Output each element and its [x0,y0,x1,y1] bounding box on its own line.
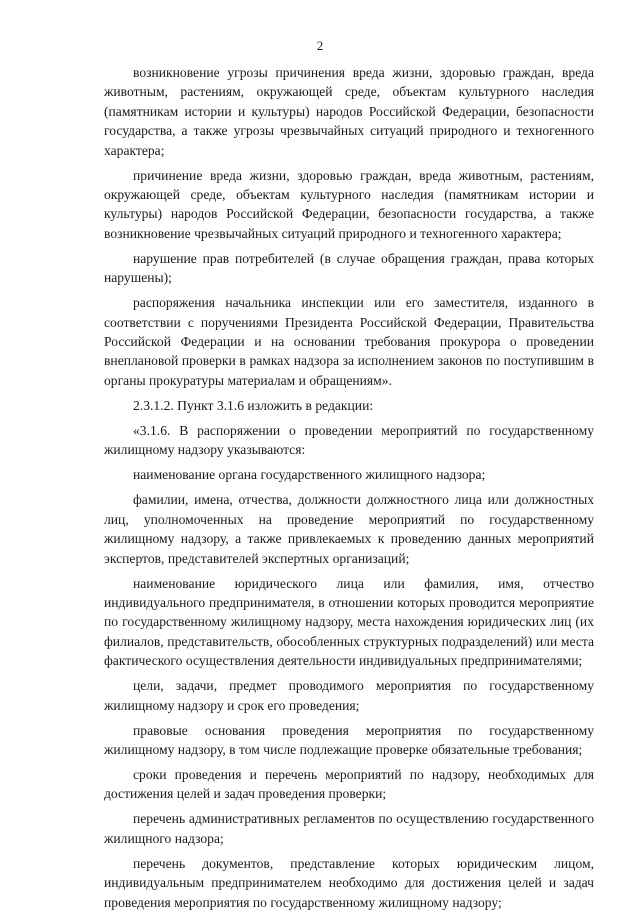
document-body [104,63,594,918]
paragraph-deadlines: сроки проведения и перечень мероприятий по надзору, необходимых для достижения целей и задач проведения проверки; [104,766,594,802]
paragraph-harm: причинение вреда жизни, здоровью граждан, вреда животным, растениям, окружающей среде, объектам культурного наследия (памятникам истории и культуры) народов Российской Федерации, безопасности государства, а также возникновение чрезвычайных ситуаций природного и техногенного характера; [104,167,594,241]
paragraph-goals: цели, задачи, предмет проводимого мероприятия по государственному жилищному надзору и срок его проведения; [104,678,594,713]
paragraph-authority-name: наименование органа государственного жилищного надзора; [133,467,486,483]
paragraph-legal-grounds: правовые основания проведения мероприятия по государственному жилищному надзору, в том числе подлежащие проверке обязательные требования; [104,722,594,757]
paragraph-clause-2-3-1-2: 2.3.1.2. Пункт 3.1.6 изложить в редакции: [133,397,374,413]
paragraph-documents: перечень документов, представление которых юридическим лицом, индивидуальным предпринимателем необходимо для достижения целей и задач проведения мероприятия по государственному жилищному надзору; [104,855,594,910]
paragraph-regulations: перечень административных регламентов по осуществлению государственного жилищного надзора; [104,811,594,846]
paragraph-threat: возникновение угрозы причинения вреда жизни, здоровью граждан, вреда животным, растениям, окружающей среде, объектам культурного наследия (памятникам истории и культуры) народов Российской Федерации, безопасности государства, а также угрозы чрезвычайных ситуаций природного и техногенного характера; [104,65,594,158]
paragraph-clause-3-1-6: «3.1.6. В распоряжении о проведении мероприятий по государственному жилищному надзору указываются: [104,422,594,458]
paragraph-consumer-rights: нарушение прав потребителей (в случае обращения граждан, права которых нарушены); [104,250,594,286]
paragraph-officials: фамилии, имена, отчества, должности должностного лица или должностных лиц, уполномоченных на проведение мероприятий по государственному жилищному надзору, а также привлекаемых к проведению данных мероприятий экспертов, представителей экспертных организаций; [104,492,594,566]
page-number: 2 [316,38,324,53]
paragraph-order-of-head: распоряжения начальника инспекции или его заместителя, изданного в соответствии с поручениями Президента Российской Федерации, Правительства Российской Федерации и на основании требования прокурора о проведении внеплановой проверки в рамках надзора за исполнением законов по поступившим в органы прокуратуры материалам и обращениям». [104,295,594,388]
paragraph-entity-name: наименование юридического лица или фамилия, имя, отчество индивидуального предпринимателя, в отношении которых проводится мероприятие по государственному жилищному надзору, места нахождения юридических лиц (их филиалов, представительств, обособленных структурных подразделений) или места фактического осуществления деятельности индивидуальных предпринимателями; [104,575,594,669]
